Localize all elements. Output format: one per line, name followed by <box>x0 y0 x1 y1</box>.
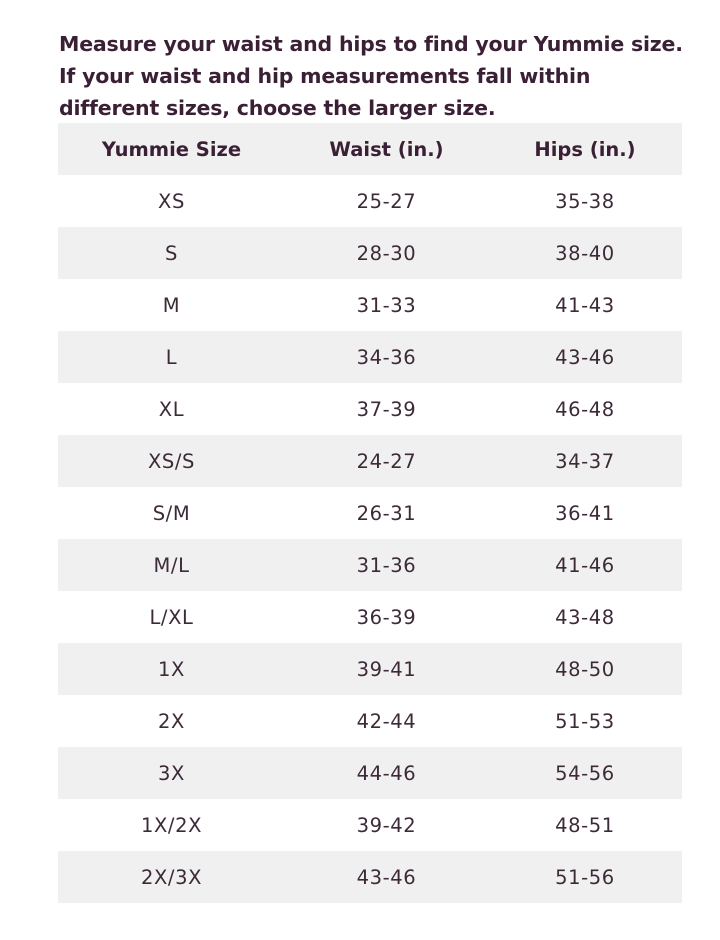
waist-cell: 42-44 <box>356 709 417 733</box>
hips-cell: 43-46 <box>488 331 682 383</box>
waist-cell: 25-27 <box>356 189 417 213</box>
hips-cell: 54-56 <box>488 747 682 799</box>
waist-cell: 28-30 <box>285 227 488 279</box>
waist-cell: 31-33 <box>356 293 417 317</box>
table-row <box>58 175 682 227</box>
table-row <box>58 331 682 383</box>
header-hips: Hips (in.) <box>488 123 682 175</box>
waist-cell: 39-41 <box>285 643 488 695</box>
hips-cell: 35-38 <box>555 189 615 213</box>
waist-cell: 37-39 <box>356 397 417 421</box>
size-cell: L/XL <box>149 605 194 629</box>
hips-cell: 48-50 <box>488 643 682 695</box>
size-cell: M <box>162 293 181 317</box>
hips-cell: 48-51 <box>555 813 615 837</box>
hips-cell: 51-56 <box>488 851 682 903</box>
table-row <box>58 747 682 799</box>
header-waist: Waist (in.) <box>285 123 488 175</box>
table-row <box>58 539 682 591</box>
hips-cell: 46-48 <box>555 397 615 421</box>
hips-cell: 41-46 <box>488 539 682 591</box>
table-row <box>58 799 682 851</box>
hips-cell: 36-41 <box>555 501 615 525</box>
table-row <box>58 591 682 643</box>
size-cell: M/L <box>58 539 285 591</box>
table-row <box>58 435 682 487</box>
size-cell: 1X <box>58 643 285 695</box>
waist-cell: 34-36 <box>285 331 488 383</box>
header-yummie-size: Yummie Size <box>58 123 285 175</box>
size-cell: 2X <box>158 709 185 733</box>
hips-cell: 51-53 <box>555 709 615 733</box>
size-cell: 2X/3X <box>58 851 285 903</box>
waist-cell: 39-42 <box>356 813 417 837</box>
size-cell: 3X <box>58 747 285 799</box>
size-cell: 1X/2X <box>140 813 203 837</box>
table-row <box>58 227 682 279</box>
waist-cell: 36-39 <box>356 605 417 629</box>
size-cell: S <box>58 227 285 279</box>
hips-cell: 34-37 <box>488 435 682 487</box>
table-row <box>58 487 682 539</box>
waist-cell: 24-27 <box>285 435 488 487</box>
size-cell: S/M <box>152 501 191 525</box>
size-guide-instructions: Measure your waist and hips to find your Yummie size. If your waist and hip measurements fall within different sizes, choose the larger size. <box>59 32 683 120</box>
table-row <box>58 695 682 747</box>
hips-cell: 38-40 <box>488 227 682 279</box>
table-row <box>58 383 682 435</box>
size-cell: L <box>58 331 285 383</box>
size-cell: XS <box>158 189 185 213</box>
waist-cell: 26-31 <box>356 501 417 525</box>
table-row <box>58 851 682 903</box>
hips-cell: 41-43 <box>555 293 615 317</box>
table-header-row <box>58 123 682 175</box>
size-cell: XS/S <box>58 435 285 487</box>
waist-cell: 31-36 <box>285 539 488 591</box>
hips-cell: 43-48 <box>555 605 615 629</box>
waist-cell: 44-46 <box>285 747 488 799</box>
table-row <box>58 643 682 695</box>
waist-cell: 43-46 <box>285 851 488 903</box>
table-row <box>58 279 682 331</box>
size-cell: XL <box>158 397 185 421</box>
size-chart-table <box>58 123 682 903</box>
